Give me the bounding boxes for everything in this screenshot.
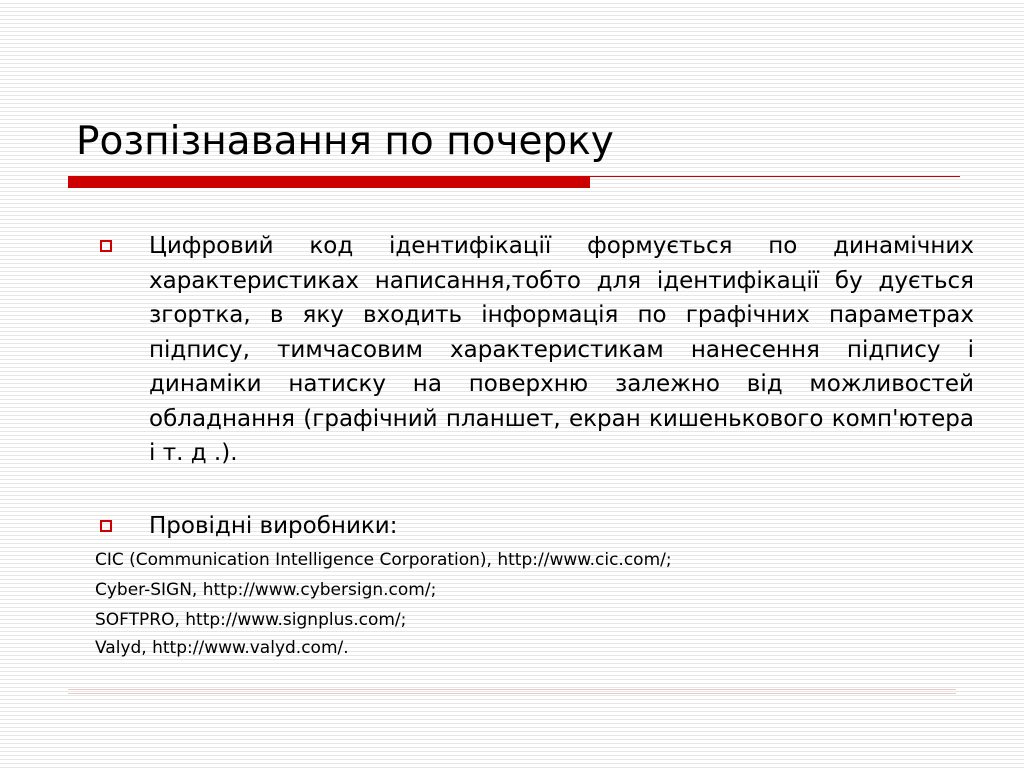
- manufacturer-line: SOFTPRO, http://www.signplus.com/;: [95, 610, 407, 630]
- slide-title: Розпізнавання по почерку: [76, 119, 614, 164]
- manufacturer-line: Cyber-SIGN, http://www.cybersign.com/;: [95, 580, 437, 600]
- hollow-square-bullet-icon: [100, 240, 112, 252]
- title-underline-bar: [68, 176, 590, 188]
- footer-divider: [68, 689, 956, 690]
- bullet-text: Цифровий код ідентифікації формується по динамічних характеристиках написання,тобто для ідентифікації бу дується згортка, в яку входить інформація по графічних параметрах підпису, тимчасовим характеристикам нанесення підпису і динаміки натиску на поверхню залежно від можливостей обладнання (графічний планшет, екран кишенькового комп'ютера і т. д .).: [149, 233, 974, 466]
- manufacturer-line: CIC (Communication Intelligence Corporation), http://www.cic.com/;: [95, 550, 672, 570]
- bullet-text: Провідні виробники:: [149, 513, 398, 539]
- bullet-item: [100, 229, 974, 509]
- footer-divider: [68, 693, 956, 694]
- manufacturer-line: Valyd, http://www.valyd.com/.: [95, 638, 349, 658]
- bullet-item: [100, 509, 974, 545]
- title-underline-line: [590, 176, 960, 177]
- hollow-square-bullet-icon: [100, 520, 112, 532]
